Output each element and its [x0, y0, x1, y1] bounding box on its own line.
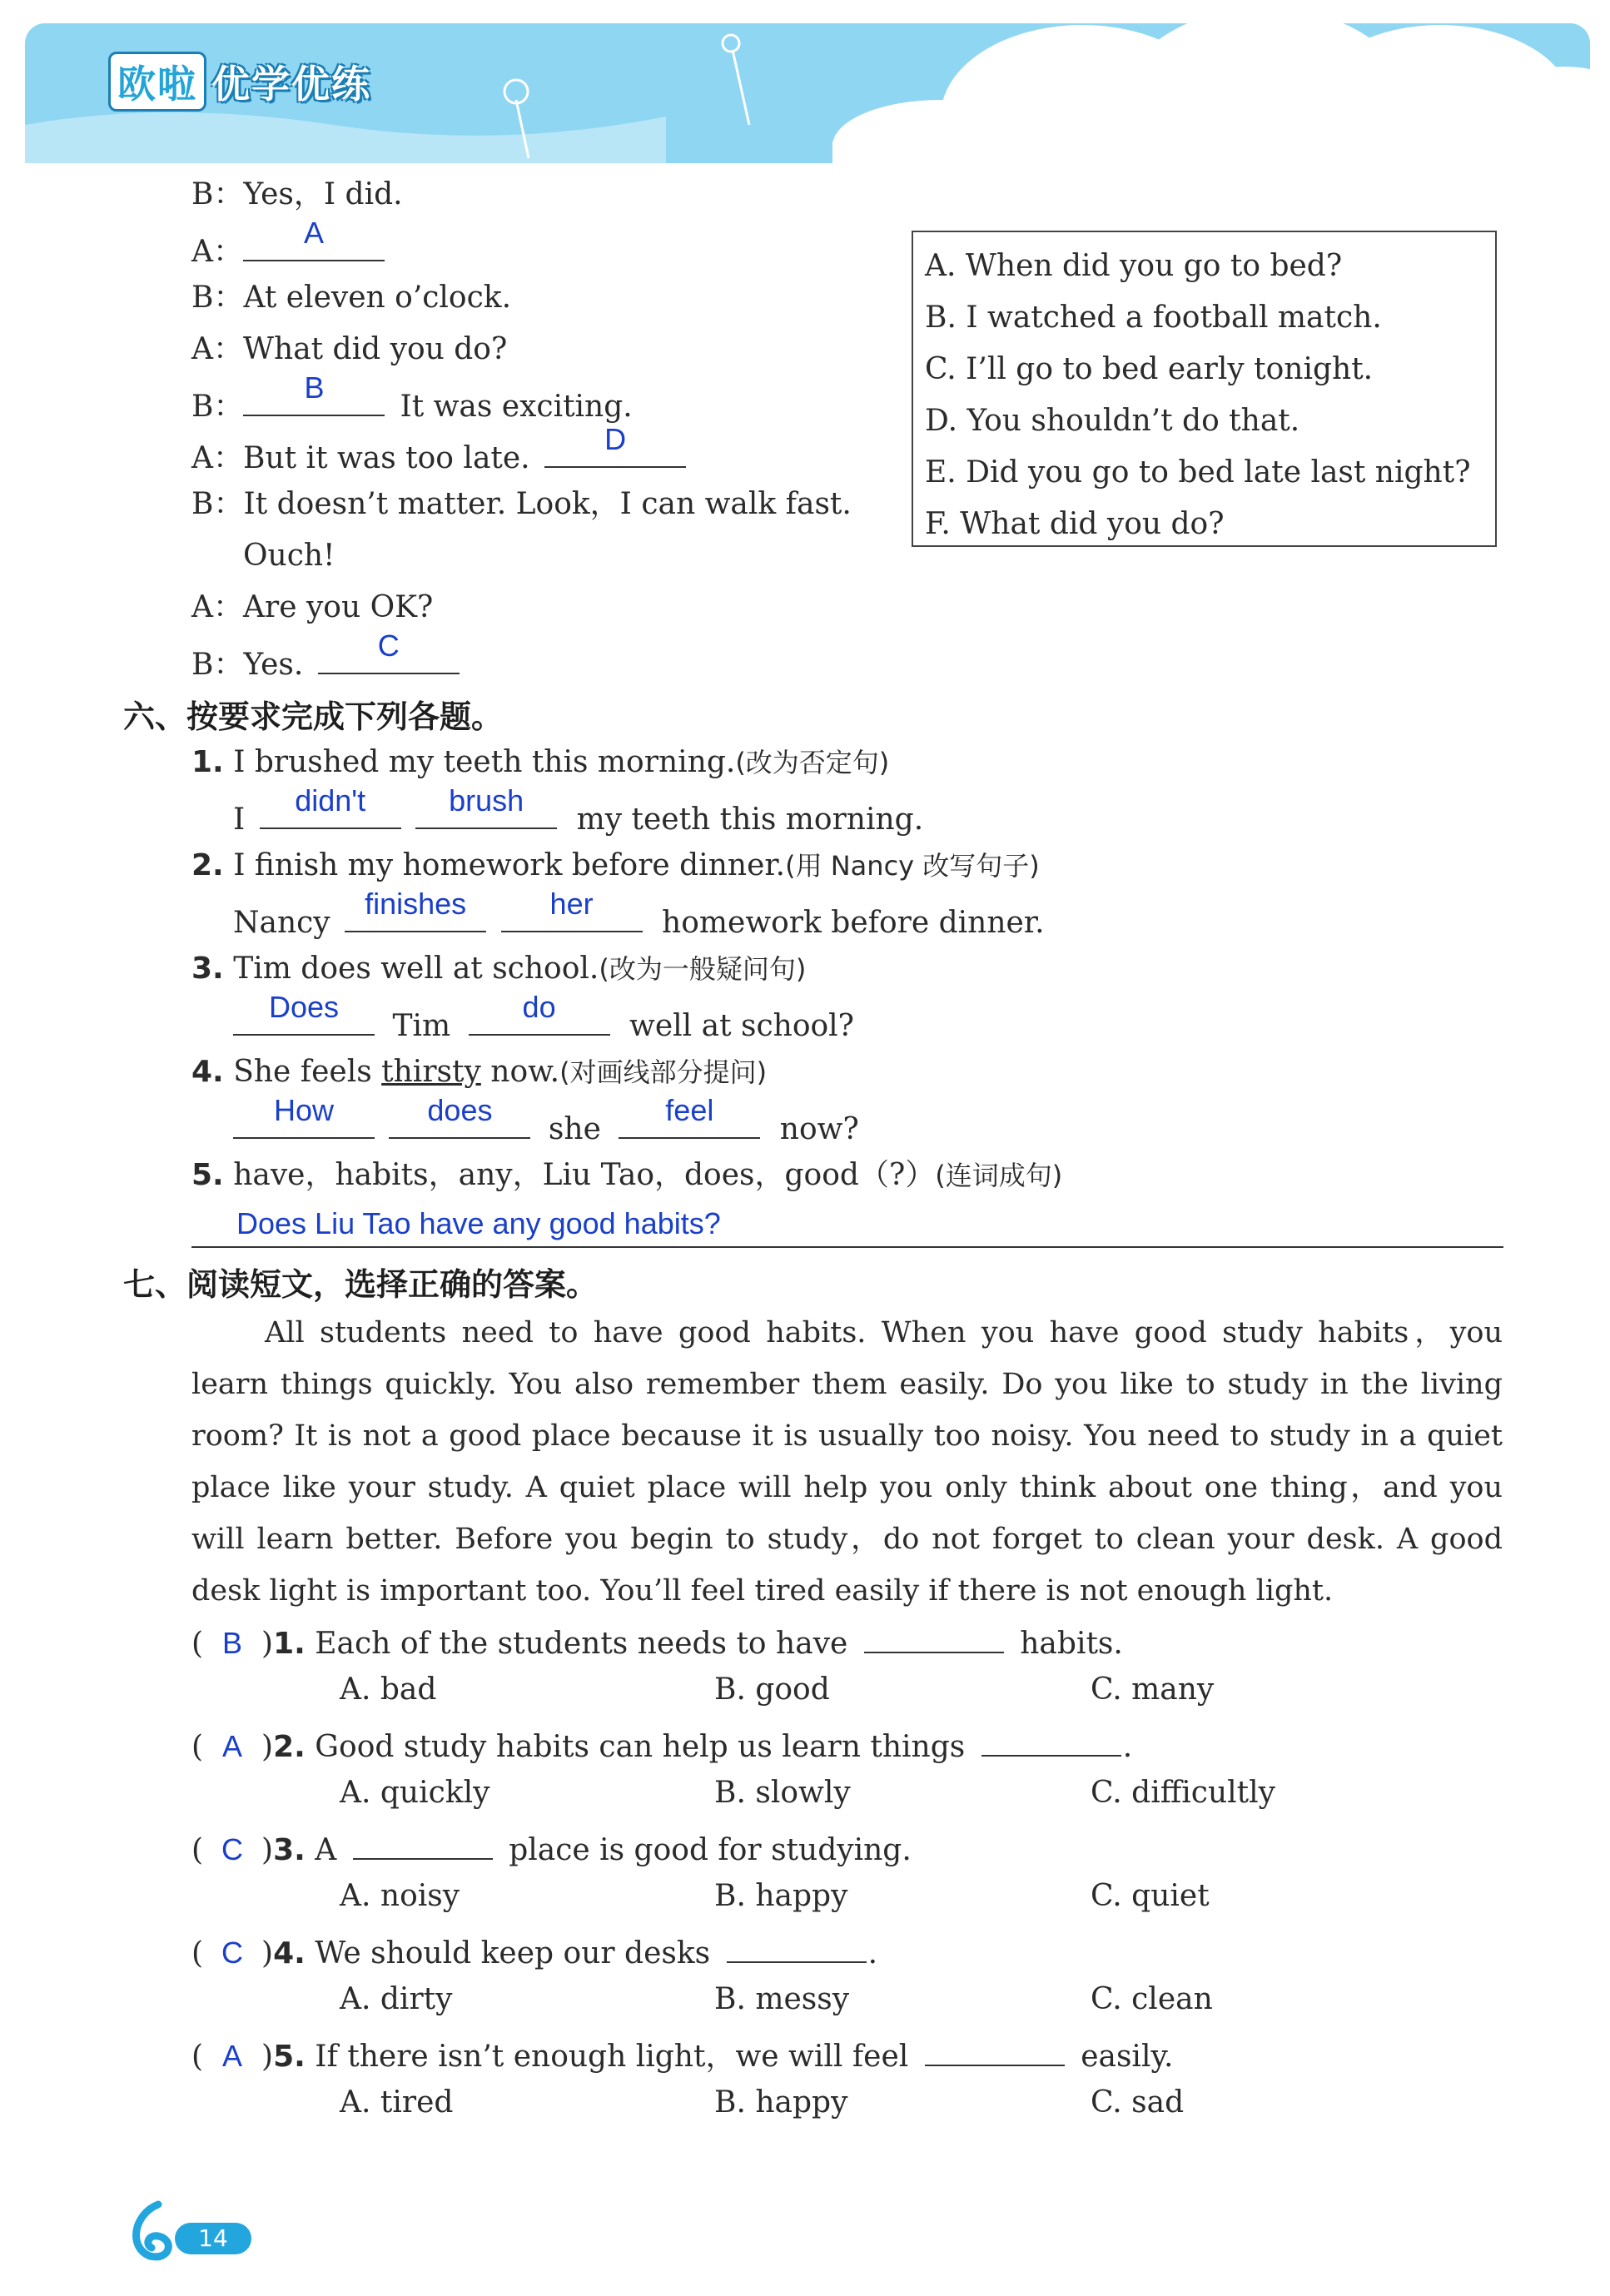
- mc-question: ( C )3. A place is good for studying.: [191, 1825, 912, 1871]
- answer-blank[interactable]: B: [243, 381, 385, 416]
- options-box: [912, 231, 1497, 547]
- dialogue-line: B： B It was exciting.: [191, 370, 633, 424]
- question-5: 5. have，habits，any，Liu Tao，does，good（?）(连词成句): [191, 1158, 1063, 1192]
- brand-logo: 欧啦 优学优练: [108, 52, 371, 112]
- question-3: 3. Tim does well at school.(改为一般疑问句): [191, 952, 807, 986]
- mc-option: A. noisy: [340, 1879, 460, 1913]
- mc-option: A. dirty: [340, 1982, 453, 2016]
- mc-option: C. quiet: [1091, 1879, 1210, 1913]
- question-3-answer: Does Tim do well at school?: [233, 1001, 854, 1046]
- mc-option: C. clean: [1091, 1982, 1213, 2016]
- section-7-title: 七、阅读短文，选择正确的答案。: [123, 1266, 599, 1303]
- dialogue-line: B：Yes. C: [191, 639, 460, 685]
- dialogue-line: A：What did you do?: [191, 332, 508, 366]
- reading-passage: All students need to have good habits. When you have good study habits，you learn things quickly. You also remember them easily. Do you like to study in the living room? It is not a good place because it is usually too noisy. You need to study in a quiet place like your study. A quiet place will help you only think about one thing，and you will learn better. Before you begin to study，do not forget to clean your desk. A good desk light is important too. You’ll feel tired easily if there is not enough light.: [191, 1316, 1503, 1608]
- answer-blank[interactable]: [727, 1928, 867, 1963]
- dialogue-line: B：It doesn’t matter. Look，I can walk fast.: [191, 487, 852, 521]
- mc-question: ( B )1. Each of the students needs to have habits.: [191, 1618, 1123, 1664]
- answer-blank[interactable]: finishes: [345, 897, 486, 932]
- mc-option: C. difficultly: [1091, 1776, 1275, 1810]
- page-number: 14: [175, 2223, 251, 2254]
- option-item: B. I watched a football match.: [925, 301, 1382, 335]
- dialogue-line: A：But it was too late. D: [191, 433, 686, 479]
- mc-question: ( C )4. We should keep our desks .: [191, 1928, 877, 1974]
- dialogue-line: A： A: [191, 226, 385, 272]
- question-1-answer: I didn't brush my teeth this morning.: [233, 783, 924, 837]
- mc-option: B. happy: [714, 2085, 848, 2120]
- answer-rule: [191, 1246, 1503, 1248]
- answer-blank[interactable]: [864, 1618, 1004, 1653]
- question-1: 1. I brushed my teeth this morning.(改为否定句): [191, 745, 890, 779]
- dialogue-line: Ouch!: [243, 539, 335, 573]
- dialogue-line: B：Yes，I did.: [191, 177, 403, 211]
- mc-question: ( A )2. Good study habits can help us learn things .: [191, 1722, 1132, 1767]
- mc-option: A. quickly: [340, 1776, 490, 1810]
- section-6-title: 六、按要求完成下列各题。: [123, 698, 504, 735]
- mc-option: B. good: [714, 1672, 830, 1707]
- question-5-answer[interactable]: Does Liu Tao have any good habits?: [236, 1206, 721, 1240]
- answer-blank[interactable]: didn't: [260, 794, 401, 829]
- option-item: C. I’ll go to bed early tonight.: [925, 352, 1374, 386]
- option-item: A. When did you go to bed?: [925, 249, 1343, 283]
- mc-option: C. many: [1091, 1672, 1215, 1707]
- mc-option: B. messy: [714, 1982, 850, 2016]
- answer-blank[interactable]: do: [469, 1001, 610, 1036]
- answer-blank[interactable]: Does: [233, 1001, 375, 1036]
- answer-blank[interactable]: feel: [619, 1104, 760, 1139]
- answer-blank[interactable]: C: [318, 639, 460, 674]
- dialogue-line: A：Are you OK?: [191, 590, 434, 624]
- option-item: E. Did you go to bed late last night?: [925, 455, 1471, 490]
- mc-option: B. happy: [714, 1879, 848, 1913]
- swirl-icon: [125, 2198, 183, 2264]
- question-4-answer: How does she feel now?: [233, 1104, 859, 1150]
- dialogue-line: B：At eleven o’clock.: [191, 281, 512, 315]
- mc-option: C. sad: [1091, 2085, 1185, 2120]
- answer-blank[interactable]: [353, 1825, 493, 1860]
- mc-option: B. slowly: [714, 1776, 851, 1810]
- mc-option: A. bad: [340, 1672, 437, 1707]
- answer-blank[interactable]: her: [501, 897, 643, 932]
- question-4: 4. She feels thirsty now.(对画线部分提问): [191, 1055, 768, 1089]
- answer-blank[interactable]: How: [233, 1104, 375, 1139]
- question-2-answer: Nancy finishes her homework before dinner.: [233, 887, 1045, 940]
- option-item: D. You shouldn’t do that.: [925, 404, 1300, 438]
- mc-option: A. tired: [340, 2085, 454, 2120]
- answer-blank[interactable]: brush: [415, 794, 557, 829]
- answer-blank[interactable]: does: [389, 1104, 530, 1139]
- answer-blank[interactable]: [925, 2031, 1065, 2066]
- mc-question: ( A )5. If there isn’t enough light，we will feel easily.: [191, 2031, 1173, 2077]
- answer-blank[interactable]: [981, 1722, 1121, 1757]
- answer-blank[interactable]: A: [243, 226, 385, 261]
- answer-blank[interactable]: D: [544, 433, 686, 468]
- option-item: F. What did you do?: [925, 507, 1225, 541]
- question-2: 2. I finish my homework before dinner.(用 Nancy 改写句子): [191, 848, 1040, 882]
